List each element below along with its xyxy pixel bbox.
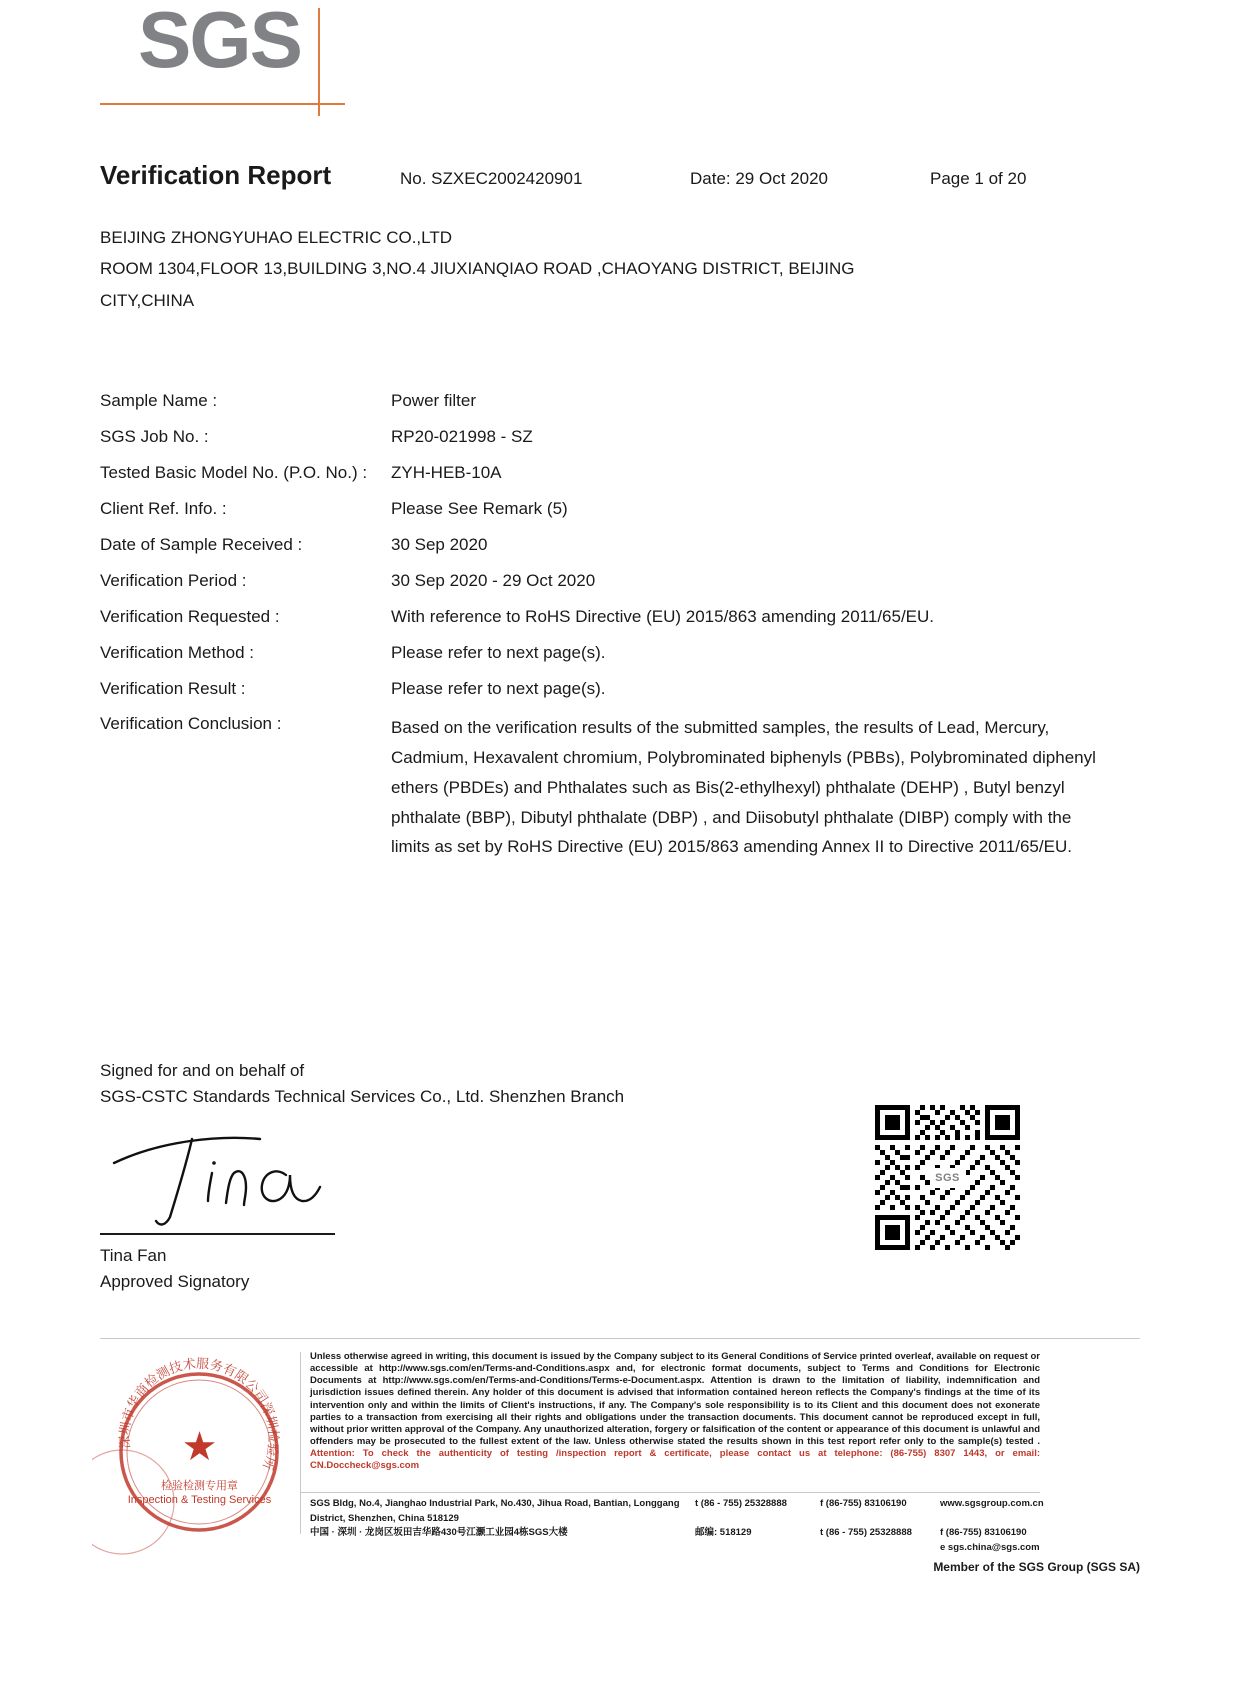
detail-row-verification-requested <box>100 606 1100 629</box>
legal-text: Unless otherwise agreed in writing, this document is issued by the Company subject to its General Conditions of Service printed overleaf, available on request or accessible at http://www.sgs.com/en/Terms-and-Conditions.aspx and, for electronic format documents, subject to Terms and Conditions for Electronic Documents at http://www.sgs.com/en/Terms-and-Conditions/Terms-e-Document.aspx. Attention is drawn to the limitation of liability, indemnification and jurisdiction issues defined therein. Any holder of this document is advised that information contained hereon reflects the Company's findings at the time of its intervention only and within the limits of Client's instructions, if any. The Company's sole responsibility is to its Client and this document does not exonerate parties to a transaction from exercising all their rights and obligations under the transaction documents. This document cannot be reproduced except in full, without prior written approval of the Company. Any unauthorized alteration, forgery or falsification of the content or appearance of this document is unlawful and offenders may be prosecuted to the fullest extent of the law. Unless otherwise stated the results shown in this test report refer only to the sample(s) tested . <box>310 1351 1040 1448</box>
detail-label: Verification Conclusion : <box>100 714 282 734</box>
legal-attention: Attention: To check the authenticity of testing /inspection report & certificate, please contact us at telephone: (86-755) 8307 1443, or email: CN.Doccheck@sgs.com <box>310 1448 1040 1472</box>
footer-email-row <box>310 1541 1040 1556</box>
logo-vertical-rule <box>318 8 320 116</box>
signed-for-line1: Signed for and on behalf of <box>100 1061 305 1080</box>
fax-en: f (86-755) 83106190 <box>820 1498 907 1509</box>
detail-value: Based on the verification results of the submitted samples, the results of Lead, Mercury, Cadmium, Hexavalent chromium, Polybrominated biphenyls (PBBs), Polybrominated diphenyl ethers (PBDEs) and Phthalates such as Bis(2-ethylhexyl) phthalate (DEHP) , Butyl benzyl phthalate (BBP), Dibutyl phthalate (DBP) , and Diisobutyl phthalate (DIBP) comply with the limits as set by RoHS Directive (EU) 2015/863 amending Annex II to Directive 2011/65/EU. <box>391 718 1096 857</box>
detail-label: Client Ref. Info. : <box>100 498 227 518</box>
detail-label: Verification Requested : <box>100 606 280 626</box>
detail-row-verification-conclusion <box>100 713 1100 862</box>
inspection-stamp <box>92 1352 307 1567</box>
telephone-en: t (86 - 755) 25328888 <box>695 1498 787 1509</box>
detail-value: 30 Sep 2020 - 29 Oct 2020 <box>391 570 596 590</box>
detail-value: With reference to RoHS Directive (EU) 2015/863 amending 2011/65/EU. <box>391 606 935 626</box>
legal-notice <box>310 1351 1040 1473</box>
details-table <box>100 390 1100 875</box>
address-cn: 中国 · 深圳 · 龙岗区坂田吉华路430号江灏工业园4栋SGS大楼 <box>310 1527 568 1539</box>
spacer3 <box>820 1541 940 1556</box>
detail-row-client-ref <box>100 498 1100 521</box>
client-block <box>100 222 1100 316</box>
detail-value: ZYH-HEB-10A <box>391 462 502 482</box>
detail-value: RP20-021998 - SZ <box>391 426 533 446</box>
detail-label: Date of Sample Received : <box>100 534 303 554</box>
report-date: Date: 29 Oct 2020 <box>690 169 828 188</box>
footer-address-row-en <box>310 1497 1044 1526</box>
stamp-line2: Inspection & Testing Services <box>127 1493 272 1506</box>
report-header <box>100 160 1140 191</box>
detail-row-verification-method <box>100 642 1100 665</box>
spacer2 <box>695 1541 820 1556</box>
stamp-line1: 检验检测专用章 <box>161 1479 238 1492</box>
detail-label: Verification Result : <box>100 678 246 698</box>
detail-label: Verification Method : <box>100 642 255 662</box>
client-company: BEIJING ZHONGYUHAO ELECTRIC CO.,LTD <box>100 228 453 247</box>
logo-horizontal-rule <box>100 103 345 105</box>
client-address-line2: CITY,CHINA <box>100 290 195 310</box>
svg-text:深圳市华商检测技术服务有限公司深圳检验所: 深圳市华商检测技术服务有限公司深圳检验所 <box>117 1356 281 1472</box>
page-number: Page 1 of 20 <box>930 169 1027 188</box>
sgs-logo <box>100 0 360 118</box>
detail-row-sample-name <box>100 390 1100 413</box>
footer-vertical-divider <box>300 1352 301 1534</box>
signatory-name: Tina Fan <box>100 1246 167 1265</box>
detail-value: 30 Sep 2020 <box>391 534 488 554</box>
detail-row-verification-result <box>100 678 1100 701</box>
footer-address-row-cn <box>310 1526 1040 1541</box>
signed-for-line2: SGS-CSTC Standards Technical Services Co., Ltd. Shenzhen Branch <box>100 1086 625 1106</box>
email-cn[interactable]: e sgs.china@sgs.com <box>940 1542 1040 1554</box>
footer-address-block <box>310 1497 1044 1556</box>
website[interactable]: www.sgsgroup.com.cn <box>940 1498 1044 1509</box>
fax-cn: f (86-755) 83106190 <box>940 1527 1027 1539</box>
qr-center-label: SGS <box>930 1168 966 1188</box>
detail-row-model-no <box>100 462 1100 485</box>
postcode-cn: 邮编: 518129 <box>695 1527 752 1539</box>
qr-code[interactable] <box>875 1105 1020 1250</box>
detail-value: Please refer to next page(s). <box>391 642 606 662</box>
detail-row-job-no <box>100 426 1100 449</box>
signed-for-block <box>100 1058 624 1109</box>
detail-row-verification-period <box>100 570 1100 593</box>
client-address-line1: ROOM 1304,FLOOR 13,BUILDING 3,NO.4 JIUXIANQIAO ROAD ,CHAOYANG DISTRICT, BEIJING <box>100 259 855 279</box>
telephone-cn: t (86 - 755) 25328888 <box>820 1527 912 1539</box>
stamp-star-icon: ★ <box>181 1424 218 1469</box>
address-divider <box>300 1492 1040 1493</box>
detail-label: SGS Job No. : <box>100 426 209 446</box>
footer-divider <box>100 1338 1140 1339</box>
detail-value: Please refer to next page(s). <box>391 678 606 698</box>
signature-image <box>100 1125 335 1230</box>
report-number: No. SZXEC2002420901 <box>400 169 583 188</box>
member-note: Member of the SGS Group (SGS SA) <box>933 1560 1140 1574</box>
detail-label: Sample Name : <box>100 391 218 410</box>
detail-label: Tested Basic Model No. (P.O. No.) : <box>100 462 368 482</box>
signatory-role: Approved Signatory <box>100 1271 250 1291</box>
spacer <box>310 1541 695 1556</box>
address-en: SGS Bldg, No.4, Jianghao Industrial Park, No.430, Jihua Road, Bantian, Longgang District, Shenzhen, China 518129 <box>310 1498 680 1524</box>
detail-value: Please See Remark (5) <box>391 498 568 518</box>
detail-label: Verification Period : <box>100 570 247 590</box>
signatory-block <box>100 1243 249 1294</box>
detail-row-date-received <box>100 534 1100 557</box>
sgs-logo-text: SGS <box>138 0 301 84</box>
detail-value: Power filter <box>391 391 477 410</box>
page-title: Verification Report <box>100 160 332 190</box>
signature-rule <box>100 1233 335 1235</box>
